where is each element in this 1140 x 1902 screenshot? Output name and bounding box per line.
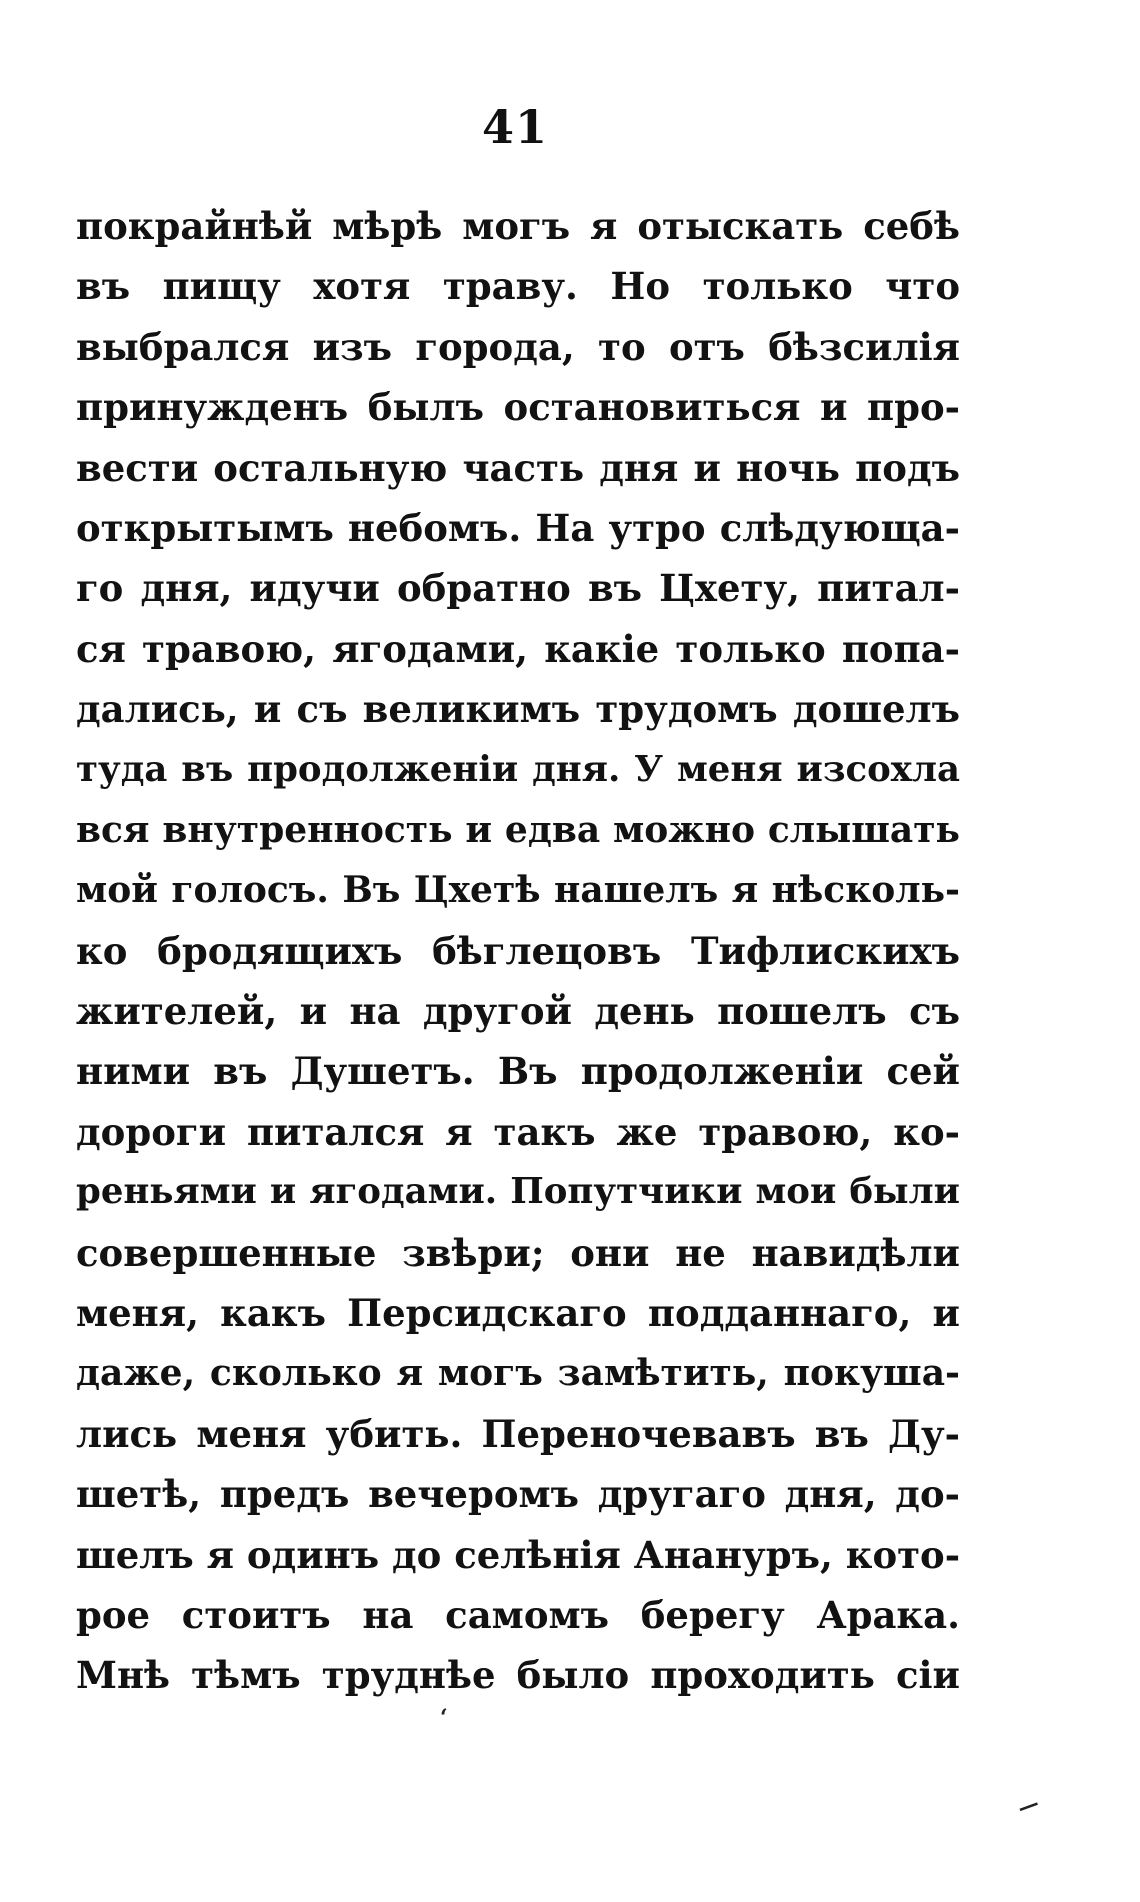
text-line: въ пищу хотя траву. Но только что — [76, 264, 960, 309]
body-text — [76, 196, 960, 1706]
ink-speck: ʻ — [440, 1705, 448, 1731]
text-line: рое стоитъ на самомъ берегу Арака. — [76, 1592, 960, 1637]
text-line: лись меня убить. Переночевавъ въ Ду- — [76, 1411, 960, 1456]
ink-mark: ─ — [1014, 1787, 1044, 1828]
text-line: туда въ продолженіи дня. У меня изсохла — [76, 748, 960, 790]
text-line: выбрался изъ города, то отъ бѣзсилія — [76, 324, 960, 369]
text-line: ними въ Душетъ. Въ продолженіи сей — [76, 1049, 960, 1094]
text-line: шетѣ, предъ вечеромъ другаго дня, до- — [76, 1472, 960, 1517]
text-line: дались, и съ великимъ трудомъ дошелъ — [76, 687, 960, 732]
page-number: 41 — [482, 100, 549, 154]
text-line: даже, сколько я могъ замѣтить, покуша- — [76, 1352, 960, 1395]
text-line: открытымъ небомъ. На утро слѣдующа- — [76, 505, 960, 550]
text-line: го дня, идучи обратно въ Цхету, питал- — [76, 566, 960, 611]
text-line: мой голосъ. Въ Цхетѣ нашелъ я нѣсколь- — [76, 869, 960, 912]
text-line: совершенные звѣри; они не навидѣли — [76, 1230, 960, 1275]
text-line: вести остальную часть дня и ночь подъ — [76, 445, 960, 490]
text-line: жителей, и на другой день пошелъ съ — [76, 989, 960, 1034]
text-line: ко бродящихъ бѣглецовъ Тифлискихъ — [76, 928, 960, 973]
text-line: дороги питался я такъ же травою, ко- — [76, 1109, 960, 1154]
text-line: ся травою, ягодами, какіе только попа- — [76, 626, 960, 671]
text-line: покрайнѣй мѣрѣ могъ я отыскать себѣ — [76, 204, 960, 248]
text-line: вся внутренность и едва можно слышать — [76, 808, 960, 851]
text-line: принужденъ былъ остановиться и про- — [76, 385, 960, 430]
text-line: Мнѣ тѣмъ труднѣе было проходить сіи — [76, 1653, 960, 1698]
text-line: меня, какъ Персидскаго подданнаго, и — [76, 1291, 960, 1336]
text-line: реньями и ягодами. Попутчики мои были — [76, 1171, 960, 1213]
text-line: шелъ я одинъ до селѣнія Анануръ, кото- — [76, 1532, 960, 1577]
